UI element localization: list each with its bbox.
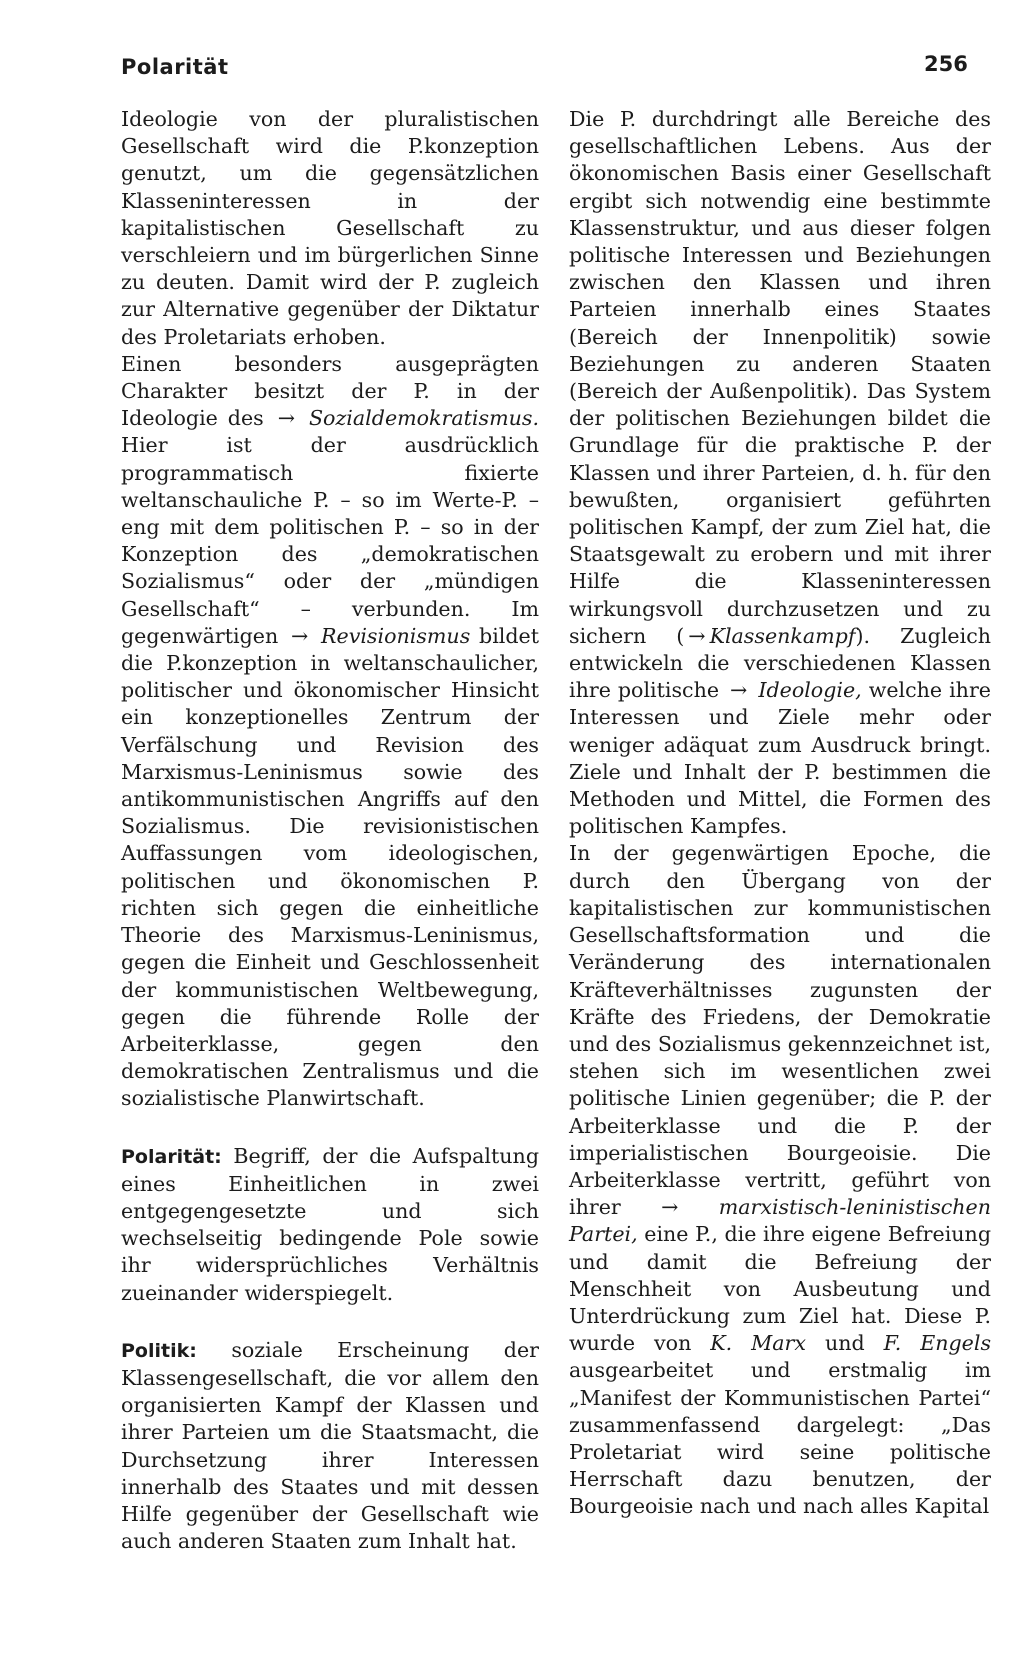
cross-reference: Sozialdemokratismus. xyxy=(308,406,539,431)
cross-reference: marxistisch-leninistischen Partei, xyxy=(569,1195,992,1247)
cross-reference-arrow-icon: → xyxy=(277,406,295,431)
running-head: Polarität xyxy=(121,55,229,79)
cross-reference-arrow-icon: → xyxy=(730,678,748,703)
paragraph-text: Einen besonders ausgeprägten Charakter besitzt der P. in der Ideologie des xyxy=(121,351,539,431)
cross-reference: Klassenkampf xyxy=(709,623,856,648)
paragraph-text: Hier ist der ausdrücklich programmatisch fixierte weltanschauliche P. – so im Werte-P. – eng mit dem politischen P. – so in der Konzeption des „demokratischen Sozialismus“ oder der „mündigen Gesellschaft“ – verbunden. Im gegenwärtigen xyxy=(121,433,539,648)
paragraph xyxy=(569,106,991,840)
paragraph-text: und xyxy=(824,1331,865,1356)
paragraph-text: welche ihre Interessen und Ziele mehr oder weniger adäquat zum Ausdruck bringt. Ziele und Inhalt der P. bestimmen die Methoden und Mittel, die Formen des politischen Kampfes. xyxy=(569,678,991,839)
entry-term: Polarität: xyxy=(121,1145,222,1168)
page-number: 256 xyxy=(924,52,968,76)
person-name: K. Marx xyxy=(710,1331,806,1356)
right-column xyxy=(569,106,991,1521)
paragraph-text: In der gegenwärtigen Epoche, die durch den Übergang von der kapitalistischen zur kommunistischen Gesellschaftsformation und die Veränderung des internationalen Kräfteverhältnisses zugunsten der Kräfte des Friedens, der Demokratie und des Sozialismus gekennzeichnet ist, stehen sich im wesentlichen zwei politische Linien gegenüber; die P. der Arbeiterklasse und die P. der imperialistischen Bourgeoisie. Die Arbeiterklasse vertritt, geführt von ihrer xyxy=(569,841,991,1220)
cross-reference-arrow-icon: → xyxy=(661,1195,679,1220)
dictionary-entry xyxy=(121,1143,539,1307)
left-column xyxy=(121,106,539,1555)
paragraph-text: Die P. durchdringt alle Bereiche des gesellschaftlichen Lebens. Aus der ökonomischen Basis einer Gesellschaft ergibt sich notwendig eine bestimmte Klassenstruktur, und aus dieser folgen politische Interessen und Beziehungen zwischen den Klassen und ihren Parteien innerhalb eines Staates (Bereich der Innenpolitik) sowie Beziehungen zu anderen Staaten (Bereich der Außenpolitik). Das System der politischen Beziehungen bildet die Grundlage für die praktische P. der Klassen und ihrer Parteien, d. h. für den bewußten, organisiert geführten politischen Kampf, der zum Ziel hat, die Staatsgewalt zu erobern und mit ihrer Hilfe die Klasseninteressen wirkungsvoll durchzusetzen und zu sichern ( xyxy=(569,107,991,648)
cross-reference: Ideologie, xyxy=(758,678,862,703)
paragraph xyxy=(121,351,539,1113)
entry-term: Politik: xyxy=(121,1339,197,1362)
paragraph-text: ausgearbeitet und erstmalig im „Manifest der Kommunistischen Partei“ zusammenfassend dargelegt: „Das Proletariat wird seine politische Herrschaft dazu benutzen, der Bourgeoisie nach und nach alles Kapital xyxy=(569,1358,991,1519)
dictionary-entry xyxy=(121,1337,539,1556)
paragraph-text: bildet die P.konzeption in weltanschaulicher, politischer und ökonomischer Hinsicht ein konzeptionelles Zentrum der Verfälschung und Revision des Marxismus-Leninismus sowie des antikommunistischen Angriffs auf den Sozialismus. Die revisionistischen Auffassungen vom ideologischen, politischen und ökonomischen P. richten sich gegen die einheitliche Theorie des Marxismus-Leninismus, gegen die Einheit und Geschlossenheit der kommunistischen Weltbewegung, gegen die führende Rolle der Arbeiterklasse, gegen den demokratischen Zentralismus und die sozialistische Planwirtschaft. xyxy=(121,623,540,1111)
paragraph xyxy=(121,106,539,351)
paragraph xyxy=(569,840,991,1520)
paragraph-text: eine P., die ihre eigene Befreiung und damit die Befreiung der Menschheit von Ausbeutung und Unterdrückung zum Ziel hat. Diese P. wurde von xyxy=(569,1222,991,1356)
cross-reference-arrow-icon: → xyxy=(291,623,309,648)
paragraph-text: Ideologie von der pluralistischen Gesellschaft wird die P.konzeption genutzt, um die gegensätzlichen Klasseninteressen in der kapitalistischen Gesellschaft zu verschleiern und im bürgerlichen Sinne zu deuten. Damit wird der P. zugleich zur Alternative gegenüber der Diktatur des Proletariats erhoben. xyxy=(121,107,539,349)
entry-definition: Begriff, der die Aufspaltung eines Einheitlichen in zwei entgegengesetzte und sich wechselseitig bedingende Pole sowie ihr widersprüchliches Verhältnis zueinander widerspiegelt. xyxy=(121,1143,539,1305)
person-name: F. Engels xyxy=(883,1331,992,1356)
cross-reference: Revisionismus xyxy=(321,623,471,648)
cross-reference-arrow-icon: → xyxy=(688,623,706,648)
entry-definition: soziale Erscheinung der Klassengesellschaft, die vor allem den organisierten Kampf der Klassen und ihrer Parteien um die Staatsmacht, die Durchsetzung ihrer Interessen innerhalb des Staates und mit dessen Hilfe gegenüber der Gesellschaft wie auch anderen Staaten zum Inhalt hat. xyxy=(121,1337,539,1554)
paragraph-text: ). Zugleich entwickeln die verschiedenen Klassen ihre politische xyxy=(569,623,991,703)
